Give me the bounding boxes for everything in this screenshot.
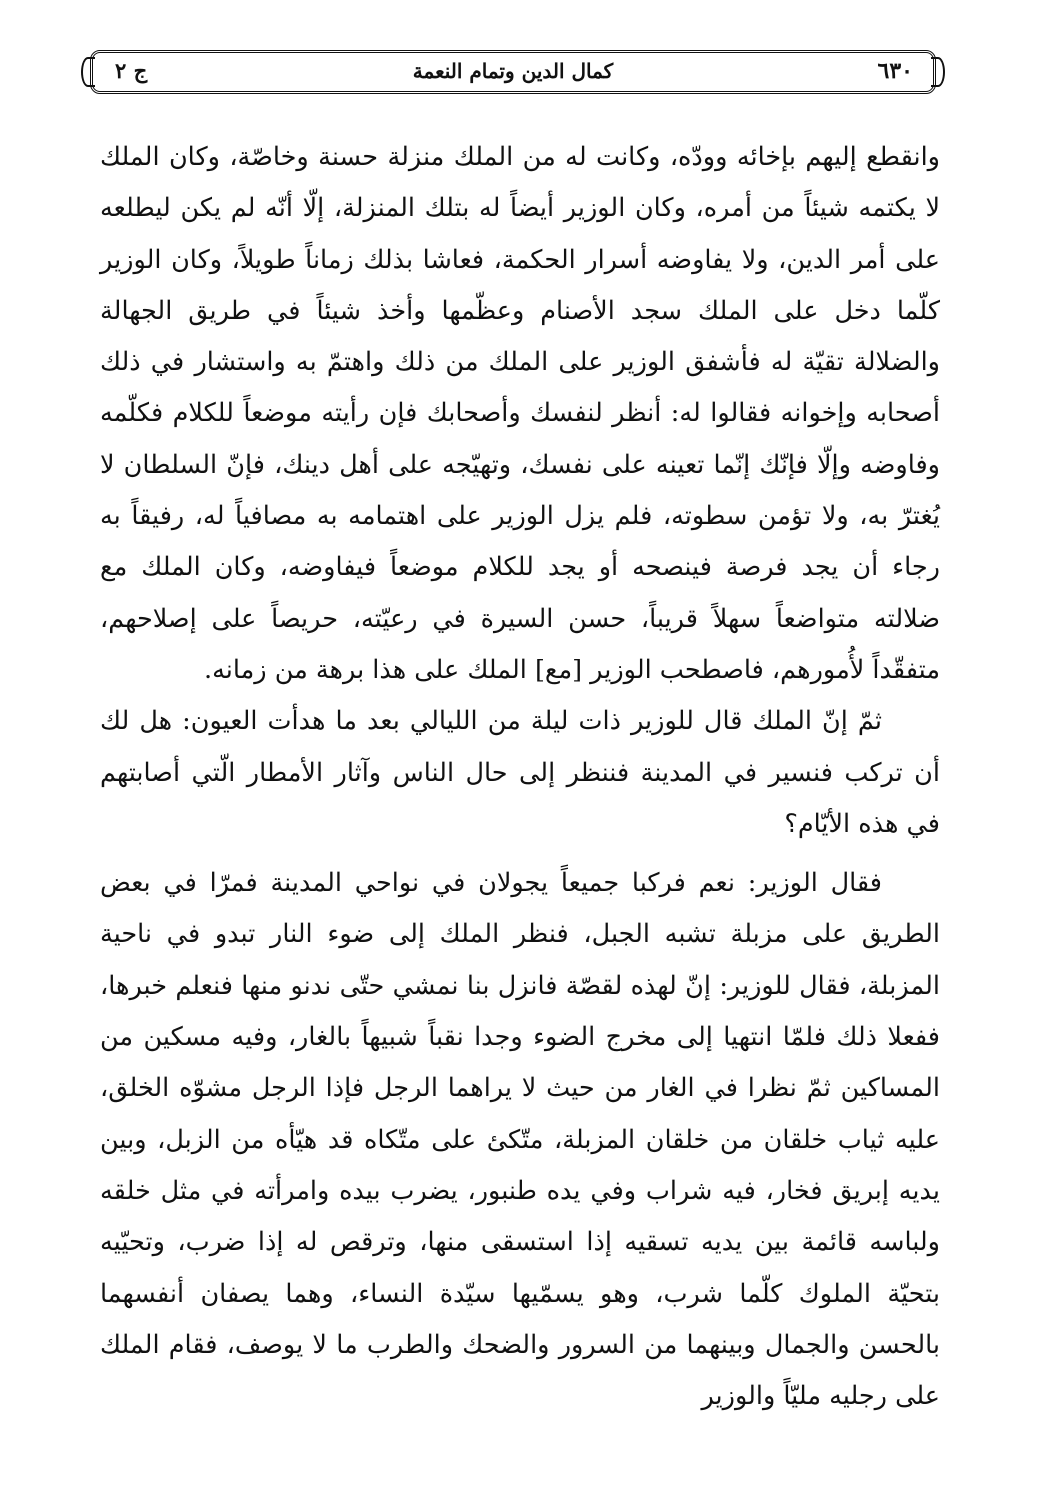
paragraph-2: ثمّ إنّ الملك قال للوزير ذات ليلة من الليالي بعد ما هدأت العيون: هل لك أن تركب فنسير في المدينة فننظر إلى حال الناس وآثار الأمطار الّتي أصابتهم في هذه الأيّام؟ bbox=[100, 706, 940, 839]
volume-label: ج ٢ bbox=[115, 58, 148, 83]
book-title: كمال الدين وتمام النعمة bbox=[412, 59, 614, 83]
running-header bbox=[90, 50, 936, 94]
body-text bbox=[100, 132, 940, 1422]
page-number: ٦٣٠ bbox=[877, 58, 913, 84]
paragraph-3: فقال الوزير: نعم فركبا جميعاً يجولان في نواحي المدينة فمرّا في بعض الطريق على مزبلة تشبه الجبل، فنظر الملك إلى ضوء النار تبدو في ناحية المزبلة، فقال للوزير: إنّ لهذه لقصّة فانزل بنا نمشي حتّى ندنو منها فنعلم خبرها، ففعلا ذلك فلمّا انتهيا إلى مخرج الضوء وجدا نقباً شبيهاً بالغار، وفيه مسكين من المساكين ثمّ نظرا في الغار من حيث لا يراهما الرجل فإذا الرجل مشوّه الخلق، عليه ثياب خلقان من خلقان المزبلة، متّكئ على متّكاه قد هيّأه من الزبل، وبين يديه إبريق فخار، فيه شراب وفي يده طنبور، يضرب بيده وامرأته في مثل خلقه ولباسه قائمة بين يديه تسقيه إذا استسقى منها، وترقص له إذا ضرب، وتحيّيه بتحيّة الملوك كلّما شرب، وهو يسمّيها سيّدة النساء، وهما يصفان أنفسهما بالحسن والجمال وبينهما من السرور والضحك والطرب ما لا يوصف، فقام الملك على رجليه مليّاً والوزير bbox=[100, 868, 940, 1412]
paragraph-1: وانقطع إليهم بإخائه وودّه، وكانت له من الملك منزلة حسنة وخاصّة، وكان الملك لا يكتمه شيئاً من أمره، وكان الوزير أيضاً له بتلك المنزلة، إلّا أنّه لم يكن ليطلعه على أمر الدين، ولا يفاوضه أسرار الحكمة، فعاشا بذلك زماناً طويلاً، وكان الوزير كلّما دخل على الملك سجد الأصنام وعظّمها وأخذ شيئاً في طريق الجهالة والضلالة تقيّة له فأشفق الوزير على الملك من ذلك واهتمّ به واستشار في ذلك أصحابه وإخوانه فقالوا له: أنظر لنفسك وأصحابك فإن رأيته موضعاً للكلام فكلّمه وفاوضه وإلّا فإنّك إنّما تعينه على نفسك، وتهيّجه على أهل دينك، فإنّ السلطان لا يُغترّ به، ولا تؤمن سطوته، فلم يزل الوزير على اهتمامه به مصافياً له، رفيقاً به رجاء أن يجد فرصة فينصحه أو يجد للكلام موضعاً فيفاوضه، وكان الملك مع ضلالته متواضعاً سهلاً قريباً، حسن السيرة في رعيّته، حريصاً على إصلاحهم، متفقّداً لأُمورهم، فاصطحب الوزير [مع] الملك على هذا برهة من زمانه. bbox=[100, 142, 940, 685]
